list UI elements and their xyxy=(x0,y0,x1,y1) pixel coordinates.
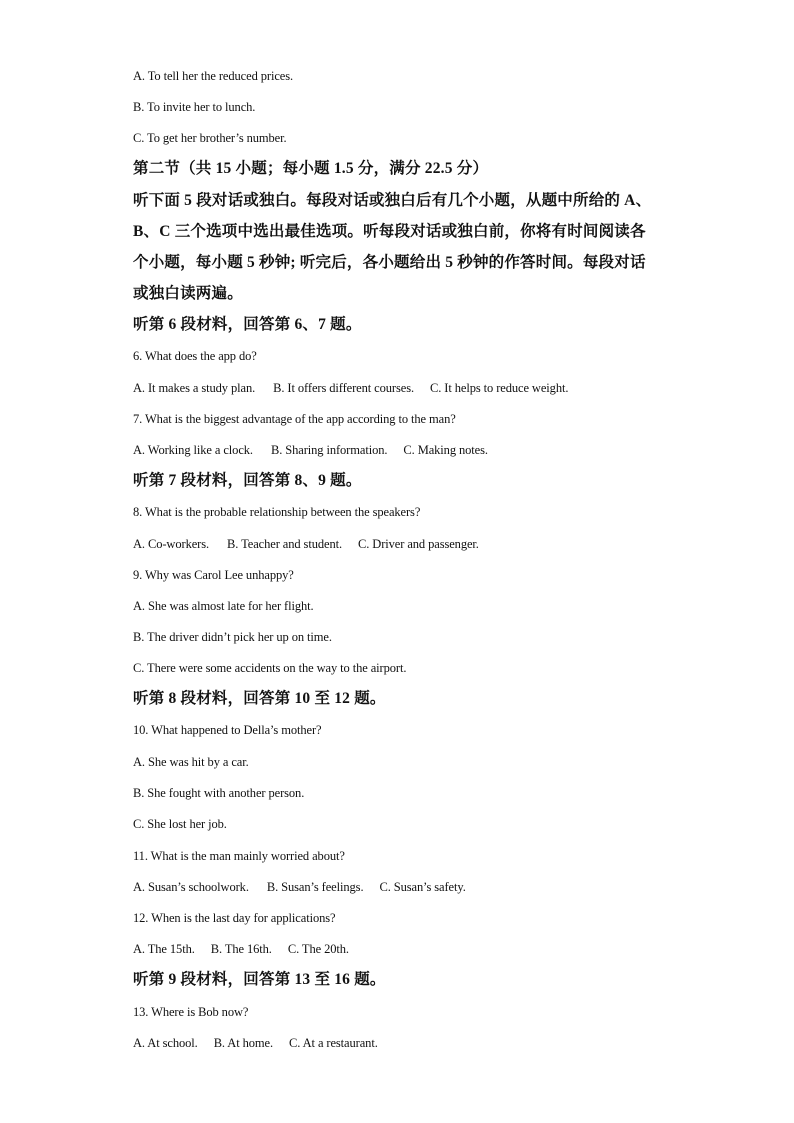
option-a: A. Co-workers. xyxy=(133,537,210,551)
question-text: 6. What does the app do? xyxy=(133,349,257,363)
material-heading: 听第 6 段材料，回答第 6、7 题。 xyxy=(133,316,362,333)
options-row xyxy=(133,939,349,959)
option-c: C. She lost her job. xyxy=(133,817,227,831)
instruction-line: 个小题，每小题 5 秒钟; 听完后，各小题给出 5 秒钟的作答时间。每段对话 xyxy=(133,254,646,271)
options-row xyxy=(133,378,568,398)
option-a: A. It makes a study plan. xyxy=(133,381,256,395)
option-b: B. Susan’s feelings. xyxy=(266,880,364,894)
option-c: C. There were some accidents on the way to the airport. xyxy=(133,661,407,675)
option-b: B. Teacher and student. xyxy=(227,537,342,551)
option-a: A. Susan’s schoolwork. xyxy=(133,880,249,894)
option-b: B. She fought with another person. xyxy=(133,786,305,800)
section-heading: 第二节（共 15 小题；每小题 1.5 分，满分 22.5 分） xyxy=(133,160,489,177)
option-c: C. It helps to reduce weight. xyxy=(429,381,569,395)
option-c: C. Driver and passenger. xyxy=(358,537,479,551)
option-a: A. The 15th. xyxy=(133,942,195,956)
options-row xyxy=(133,1033,378,1053)
material-heading: 听第 9 段材料，回答第 13 至 16 题。 xyxy=(133,971,386,988)
question-text: 7. What is the biggest advantage of the app according to the man? xyxy=(133,412,456,426)
option-b: B. It offers different courses. xyxy=(273,381,414,395)
option-c: C. The 20th. xyxy=(287,942,349,956)
options-row xyxy=(133,534,479,554)
instruction-line: 或独白读两遍。 xyxy=(133,285,243,302)
instruction-line: B、C 三个选项中选出最佳选项。听每段对话或独白前，你将有时间阅读各 xyxy=(133,223,646,240)
question-text: 12. When is the last day for applications? xyxy=(133,911,336,925)
option-c: C. To get her brother’s number. xyxy=(133,131,287,145)
instruction-line: 听下面 5 段对话或独白。每段对话或独白后有几个小题，从题中所给的 A、 xyxy=(133,192,652,209)
option-c: C. Susan’s safety. xyxy=(379,880,466,894)
option-a: A. She was almost late for her flight. xyxy=(133,599,314,613)
question-text: 10. What happened to Della’s mother? xyxy=(133,723,322,737)
option-b: B. The driver didn’t pick her up on time. xyxy=(133,630,332,644)
option-b: B. The 16th. xyxy=(210,942,272,956)
question-text: 11. What is the man mainly worried about? xyxy=(133,849,345,863)
options-row xyxy=(133,440,488,460)
material-heading: 听第 8 段材料，回答第 10 至 12 题。 xyxy=(133,690,386,707)
option-b: B. Sharing information. xyxy=(270,443,388,457)
option-a: A. Working like a clock. xyxy=(133,443,253,457)
question-text: 9. Why was Carol Lee unhappy? xyxy=(133,568,294,582)
option-a: A. To tell her the reduced prices. xyxy=(133,69,294,83)
material-heading: 听第 7 段材料，回答第 8、9 题。 xyxy=(133,472,362,489)
option-c: C. Making notes. xyxy=(403,443,488,457)
option-b: B. At home. xyxy=(213,1036,274,1050)
question-text: 8. What is the probable relationship between the speakers? xyxy=(133,505,421,519)
option-c: C. At a restaurant. xyxy=(289,1036,378,1050)
options-row xyxy=(133,877,466,897)
option-a: A. She was hit by a car. xyxy=(133,755,249,769)
question-text: 13. Where is Bob now? xyxy=(133,1005,249,1019)
option-a: A. At school. xyxy=(133,1036,198,1050)
option-b: B. To invite her to lunch. xyxy=(133,100,256,114)
